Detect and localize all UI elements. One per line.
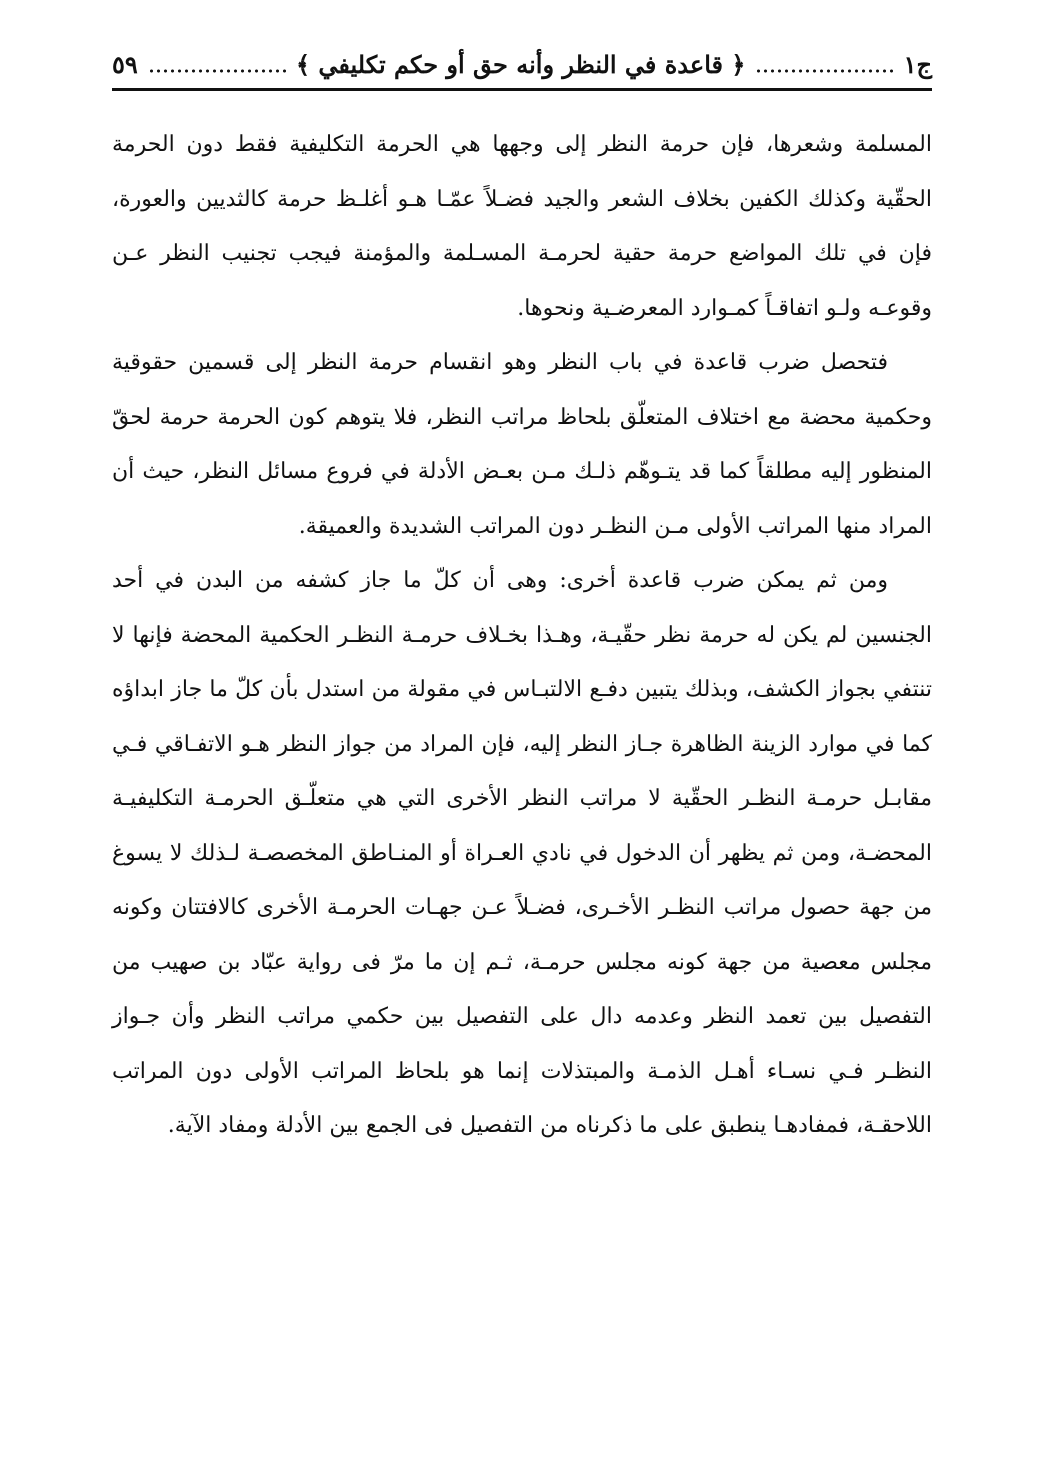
leader-dots-left xyxy=(148,69,286,73)
body-text xyxy=(112,118,932,1154)
page-number: ٥٩ xyxy=(112,49,138,79)
leader-dots-right xyxy=(755,69,893,73)
paragraph-continuation: المسلمة وشعرها، فإن حرمة النظر إلى وجهها هي الحرمة التكليفية فقط دون الحرمة الحقّية وكذلك الكفين بخلاف الشعر والجيد فضـلاً عمّـا هـو أغلـظ حرمة كالثديين والعورة، فإن في تلك المواضع حرمة حقية لحرمـة المسـلمة والمؤمنة فيجب تجنيب النظر عـن وقوعـه ولـو اتفاقـاً كمـوارد المعرضـية ونحوها. xyxy=(112,132,932,321)
paragraph: ومن ثم يمكن ضرب قاعدة أخرى: وهى أن كلّ ما جاز كشفه من البدن في أحد الجنسين لم يكن له حرمة نظر حقّيـة، وهـذا بخـلاف حرمـة النظـر الحكمية المحضة فإنها لا تنتفي بجواز الكشف، وبذلك يتبين دفـع الالتبـاس في مقولة من استدل بأن كلّ ما جاز ابداؤه كما في موارد الزينة الظاهرة جـاز النظر إليه، فإن المراد من جواز النظر هـو الاتفـاقي فـي مقابـل حرمـة النظـر الحقّية لا مراتب النظر الأخرى التي هي متعلّـق الحرمـة التكليفيـة المحضـة، ومن ثم يظهر أن الدخول في نادي العـراة أو المنـاطق المخصصـة لـذلك لا يسوغ من جهة حصول مراتب النظـر الأخـرى، فضـلاً عـن جهـات الحرمـة الأخرى كالافتتان وكونه مجلس معصية من جهة كونه مجلس حرمـة، ثـم إن ما مرّ فى رواية عبّاد بن صهيب من التفصيل بين تعمد النظر وعدمه دال على التفصيل بين حكمي مراتب النظر وأن جـواز النظـر فـي نسـاء أهـل الذمـة والمبتذلات إنما هو بلحاظ المراتب الأولى دون المراتب اللاحقـة، فمفادهـا ينطبق على ما ذكرناه من التفصيل فى الجمع بين الأدلة ومفاد الآية. xyxy=(112,568,932,1138)
running-header xyxy=(112,40,932,91)
chapter-title: ﴿ قاعدة في النظر وأنه حق أو حكم تكليفي ﴾ xyxy=(295,49,746,79)
paragraph: فتحصل ضرب قاعدة في باب النظر وهو انقسام حرمة النظر إلى قسمين حقوقية وحكمية محضة مع اختلاف المتعلّق بلحاظ مراتب النظر، فلا يتوهم كون الحرمة حرمة لحقّ المنظور إليه مطلقاً كما قد يتـوهّم ذلـك مـن بعـض الأدلة في فروع مسائل النظر، حيث أن المراد منها المراتب الأولى مـن النظـر دون المراتب الشديدة والعميقة. xyxy=(112,350,932,539)
volume-number: ج١ xyxy=(903,49,932,79)
